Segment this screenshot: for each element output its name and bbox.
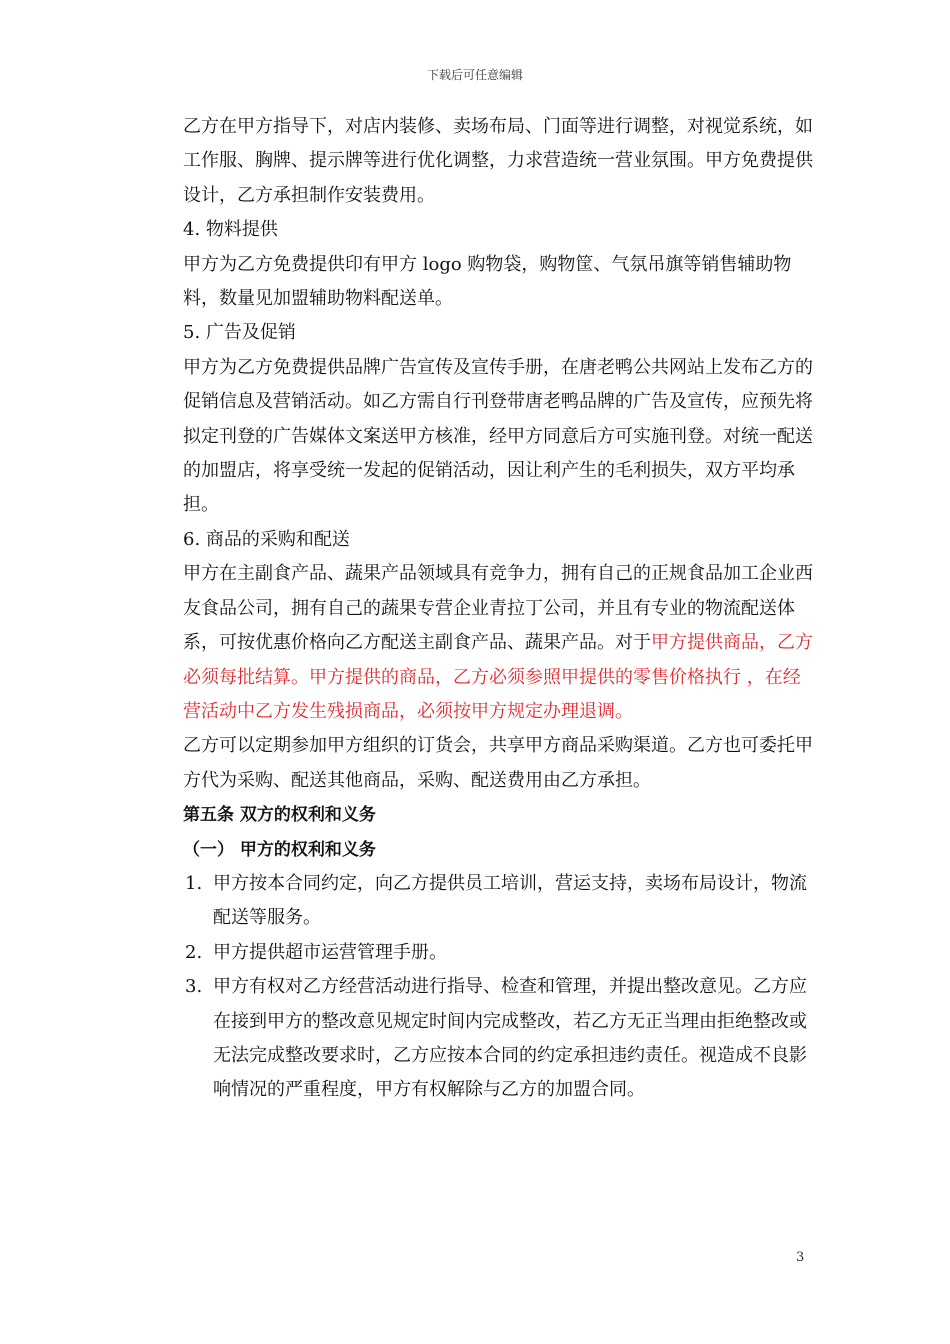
- list-number: 2.: [185, 941, 203, 963]
- list-item: [183, 970, 813, 1108]
- paragraph-materials: 甲方为乙方免费提供印有甲方 logo 购物袋，购物筐、气氛吊旗等销售辅助物料，数量见加盟辅助物料配送单。: [183, 253, 792, 310]
- page-header: 下载后可任意编辑: [426, 68, 523, 82]
- article-heading: 第五条 双方的权利和义务: [183, 805, 376, 826]
- heading-procurement: 6. 商品的采购和配送: [183, 528, 350, 550]
- list-text: 甲方有权对乙方经营活动进行指导、检查和管理，并提出整改意见。乙方应在接到甲方的整改意见规定时间内完成整改，若乙方无正当理由拒绝整改或无法完成整改要求时，乙方应按本合同的约定承担违约责任。视造成不良影响情况的严重程度，甲方有权解除与乙方的加盟合同。: [213, 976, 807, 1101]
- list-item: [183, 936, 813, 970]
- list-text: 甲方提供超市运营管理手册。: [213, 941, 447, 963]
- paragraph-decoration: 乙方在甲方指导下，对店内装修、卖场布局、门面等进行调整，对视觉系统，如工作服、胸牌、提示牌等进行优化调整，力求营造统一营业氛围。甲方免费提供设计，乙方承担制作安装费用。: [183, 116, 813, 206]
- list-number: 3.: [185, 976, 203, 998]
- procurement-text: 甲方在主副食产品、蔬果产品领域具有竞争力，拥有自己的正规食品加工企业西友食品公司，拥有自己的蔬果专营企业青拉丁公司，并且有专业的物流配送体系，可按优惠价格向乙方配送主副食产品、蔬果产品。对于: [183, 563, 813, 654]
- paragraph-advertising: 甲方为乙方免费提供品牌广告宣传及宣传手册，在唐老鸭公共网站上发布乙方的促销信息及营销活动。如乙方需自行刊登带唐老鸭品牌的广告及宣传，应预先将拟定刊登的广告媒体文案送甲方核准，经甲方同意后方可实施刊登。对统一配送的加盟店，将享受统一发起的促销活动，因让利产生的毛利损失，双方平均承担。: [183, 356, 813, 516]
- heading-materials: 4. 物料提供: [183, 219, 278, 241]
- heading-advertising: 5. 广告及促销: [183, 322, 296, 344]
- list-item: [183, 867, 813, 936]
- list-number: 1.: [185, 872, 203, 894]
- paragraph-ordering: 乙方可以定期参加甲方组织的订货会，共享甲方商品采购渠道。乙方也可委托甲方代为采购、配送其他商品，采购、配送费用由乙方承担。: [183, 735, 813, 791]
- list-text: 甲方按本合同约定，向乙方提供员工培训，营运支持，卖场布局设计，物流配送等服务。: [213, 872, 807, 929]
- document-body: [183, 110, 813, 1108]
- procurement-highlight: 甲方提供商品，乙方必须每批结算。甲方提供的商品，乙方必须参照甲提供的零售价格执行 ，在经营活动中乙方发生残损商品，必须按甲方规定办理退调。: [183, 632, 813, 722]
- page-number: 3: [796, 1250, 805, 1265]
- paragraph-procurement: [183, 557, 813, 729]
- section-heading: （一） 甲方的权利和义务: [183, 839, 376, 860]
